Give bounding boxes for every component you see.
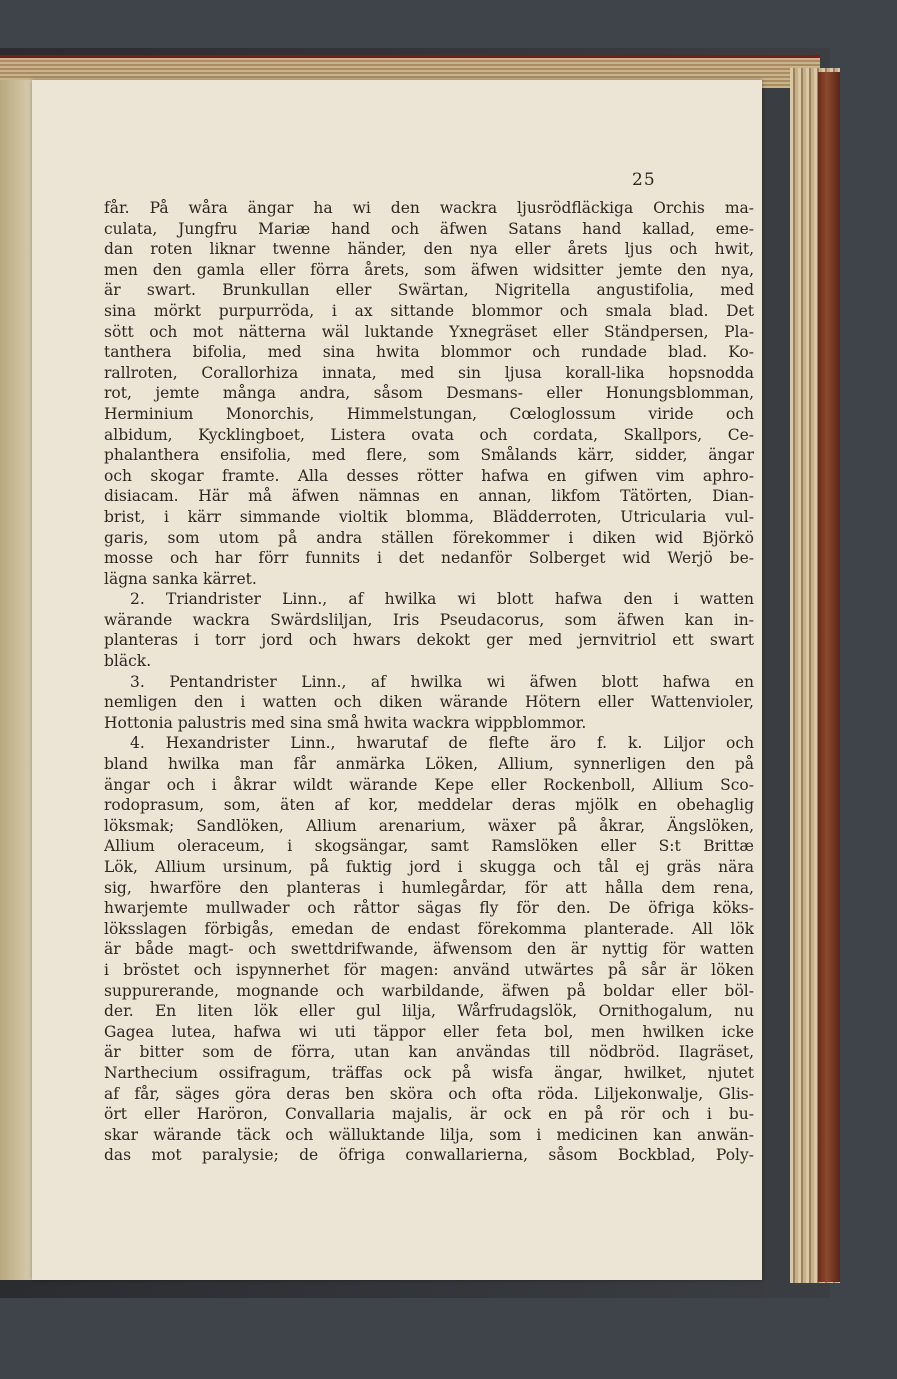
text-line: i bröstet och ispynnerhet för magen: använd utwärtes på sår är löken xyxy=(104,960,754,979)
book-cover-edge xyxy=(818,72,840,1282)
page-text xyxy=(104,198,754,1166)
text-line: bland hwilka man får anmärka Löken, Allium, synnerligen den på xyxy=(104,755,754,774)
text-line: sina mörkt purpurröda, i ax sittande blommor och smala blad. Det xyxy=(104,301,754,320)
text-line: rodoprasum, som, äten af kor, meddelar deras mjölk en obehaglig xyxy=(104,796,754,815)
text-line: är bitter som de förra, utan kan användas till nödbröd. Ilagräset, xyxy=(104,1043,754,1062)
text-line: Lök, Allium ursinum, på fuktig jord i skugga och tål ej gräs nära xyxy=(104,858,754,876)
text-line: rot, jemte många andra, såsom Desmans- eller Honungsblomman, xyxy=(104,384,754,403)
text-line: rallroten, Corallorhiza innata, med sin ljusa korall-lika hopsnodda xyxy=(104,363,754,382)
text-line: af får, säges göra deras ben sköra och ofta röda. Liljekonwalje, Glis- xyxy=(104,1084,754,1103)
text-line: ört eller Haröron, Convallaria majalis, är ock en på rör och i bu- xyxy=(104,1105,754,1124)
text-line: ängar och i åkrar wildt wärande Kepe eller Rockenboll, Allium Sco- xyxy=(104,775,754,794)
text-line: får. På wåra ängar ha wi den wackra ljusrödfläckiga Orchis ma- xyxy=(104,199,754,217)
text-line: löksmak; Sandlöken, Allium arenarium, wäxer på åkrar, Ängslöken, xyxy=(104,816,754,835)
text-line: löksslagen förbigås, emedan de endast förekomma planterade. All lök xyxy=(104,919,754,938)
text-line: är swart. Brunkullan eller Swärtan, Nigritella angustifolia, med xyxy=(104,281,754,300)
text-line: sig, hwarföre den planteras i humlegårdar, för att hålla dem rena, xyxy=(104,878,754,897)
text-line: brist, i kärr simmande violtik blomma, Blädderroten, Utricularia vul- xyxy=(104,507,754,526)
text-line: wärande wackra Swärdsliljan, Iris Pseudacorus, som äfwen kan in- xyxy=(104,610,754,629)
text-line: och skogar framte. Alla desses rötter hafwa en gifwen vim aphro- xyxy=(104,466,754,485)
text-line: tanthera bifolia, med sina hwita blommor och rundade blad. Ko- xyxy=(104,343,754,362)
text-line: garis, som utom på andra ställen förekommer i diken wid Björkö xyxy=(104,528,754,547)
text-line: Allium oleraceum, i skogsängar, samt Ramslöken eller S:t Brittæ xyxy=(104,837,754,856)
text-line: albidum, Kycklingboet, Listera ovata och cordata, Skallpors, Ce- xyxy=(104,425,754,444)
text-line: 4. Hexandrister Linn., hwarutaf de flefte äro f. k. Liljor och xyxy=(130,734,754,753)
text-line: planteras i torr jord och hwars dekokt ger med jernvitriol ett swart xyxy=(104,631,754,650)
text-line: bläck. xyxy=(104,652,152,671)
text-line: men den gamla eller förra årets, som äfwen widsitter jemte den nya, xyxy=(104,260,754,279)
text-line: mosse och har förr funnits i det nedanför Solberget wid Werjö be- xyxy=(104,549,754,568)
text-line: Herminium Monorchis, Himmelstungan, Cœloglossum viride och xyxy=(104,404,754,423)
text-line: phalanthera ensifolia, med flere, som Smålands kärr, sidder, ängar xyxy=(104,446,754,465)
text-line: lägna sanka kärret. xyxy=(104,569,257,588)
text-line: 3. Pentandrister Linn., af hwilka wi äfwen blott hafwa en xyxy=(130,672,754,691)
text-line: är både magt- och swettdrifwande, äfwensom den är nyttig för watten xyxy=(104,940,754,959)
text-line: suppurerande, mognande och warbildande, äfwen på boldar eller böl- xyxy=(104,981,754,1000)
gutter-strip xyxy=(0,80,32,1280)
text-line: hwarjemte mullwader och råttor sägas fly för den. De öfriga köks- xyxy=(104,899,754,918)
text-line: skar wärande täck och wälluktande lilja, som i medicinen kan anwän- xyxy=(104,1125,754,1144)
text-line: nemligen den i watten och diken wärande Hötern eller Wattenvioler, xyxy=(104,693,754,712)
text-line: dan roten liknar twenne händer, den nya eller årets ljus och hwit, xyxy=(104,240,754,259)
text-line: Narthecium ossifragum, träffas ock på wisfa ängar, hwilket, njutet xyxy=(104,1063,754,1082)
text-line: Gagea lutea, hafwa wi uti täppor eller feta bol, men hwilken icke xyxy=(104,1022,754,1041)
text-line: 2. Triandrister Linn., af hwilka wi blott hafwa den i watten xyxy=(130,590,754,609)
text-line: culata, Jungfru Mariæ hand och äfwen Satans hand kallad, eme- xyxy=(104,219,754,238)
page-number: 25 xyxy=(632,170,656,190)
text-line: sött och mot nätterna wäl luktande Yxnegräset eller Ständpersen, Pla- xyxy=(104,322,754,341)
text-line: Hottonia palustris med sina små hwita wackra wippblommor. xyxy=(104,713,587,732)
text-line: das mot paralysie; de öfriga conwallarierna, såsom Bockblad, Poly- xyxy=(104,1146,754,1165)
text-line: disiacam. Här må äfwen nämnas en annan, likfom Tätörten, Dian- xyxy=(104,487,754,506)
text-line: der. En liten lök eller gul lilja, Wårfrudagslök, Ornithogalum, nu xyxy=(104,1002,754,1021)
